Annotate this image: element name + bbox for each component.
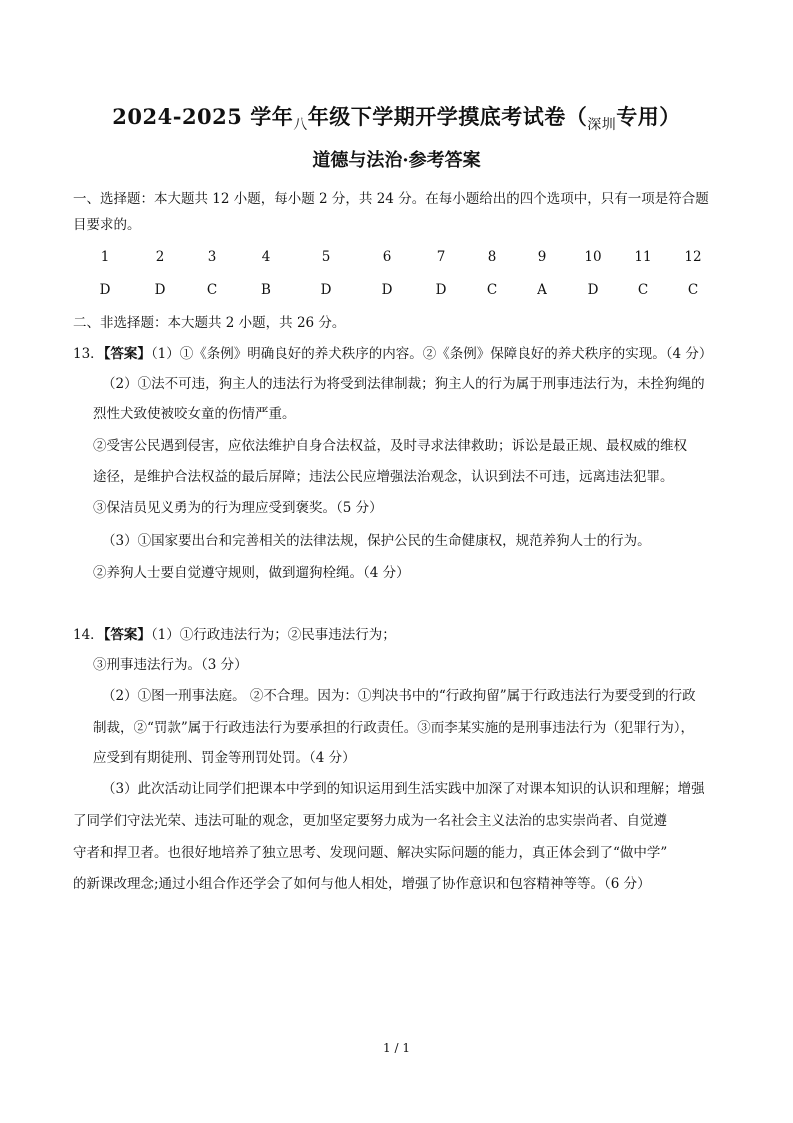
q14-part2-line2: 制裁，②“罚款”属于行政违法行为要承担的行政责任。③而李某实施的是刑事违法行为（犯罪行为）， <box>93 720 695 736</box>
question-number-cell: 7 <box>436 249 446 265</box>
exam-subtitle: 道德与法治·参考答案 <box>312 150 481 171</box>
q13-part1-text: （1）①《条例》明确良好的养犬秩序的内容。②《条例》保障良好的养犬秩序的实现。（4 分） <box>150 346 713 362</box>
question-number-cell: 4 <box>261 249 271 265</box>
q14-number: 14． <box>73 627 104 643</box>
q13-part2-line1: （2）①法不可违，狗主人的违法行为将受到法律制裁；狗主人的行为属于刑事违法行为，未拴狗绳的 <box>102 376 705 392</box>
section1-heading: 一、选择题：本大题共 12 小题，每小题 2 分，共 24 分。在每小题给出的四个选项中，只有一项是符合题 <box>73 191 709 207</box>
title-part: 专用） <box>616 104 681 129</box>
q13-part3-line2: ②养狗人士要自觉遵守规则，做到遛狗栓绳。（4 分） <box>93 565 410 581</box>
answer-cell: C <box>687 282 699 298</box>
answer-cell: D <box>587 282 599 298</box>
q13-number: 13． <box>73 346 104 362</box>
question-number-cell: 9 <box>537 249 547 265</box>
answer-tag: 【答案】 <box>103 627 151 643</box>
q14-part1 <box>73 625 396 645</box>
answer-cell: C <box>206 282 218 298</box>
answer-cell: C <box>637 282 649 298</box>
q14-part2-line1: （2）①图一刑事法庭。 ②不合理。因为：①判决书中的“行政拘留”属于行政违法行为要受到的行政 <box>102 688 696 704</box>
q13-part2-line3: ②受害公民遇到侵害，应依法维护自身合法权益，及时寻求法律救助；诉讼是最正规、最权威的维权 <box>93 438 687 454</box>
question-number-cell: 5 <box>321 249 331 265</box>
question-number-cell: 8 <box>487 249 497 265</box>
q13-part2-line4: 途径，是维护合法权益的最后屏障；违法公民应增强法治观念，认识到法不可违，远离违法犯罪。 <box>93 469 674 485</box>
exam-title <box>0 101 793 131</box>
title-grade: 八 <box>293 117 308 133</box>
question-number-cell: 11 <box>634 249 652 265</box>
question-number-cell: 2 <box>155 249 165 265</box>
question-number-row <box>0 249 793 269</box>
answer-row <box>0 282 793 302</box>
answer-cell: D <box>99 282 111 298</box>
q14-part3-line4: 的新课改理念;通过小组合作还学会了如何与他人相处，增强了协作意识和包容精神等等。（6 分） <box>73 876 651 892</box>
answer-cell: D <box>381 282 393 298</box>
question-number-cell: 12 <box>684 249 702 265</box>
answer-cell: A <box>537 282 547 298</box>
question-number-cell: 6 <box>382 249 392 265</box>
answer-cell: D <box>320 282 332 298</box>
q14-part2-line3: 应受到有期徒刑、罚金等刑罚处罚。（4 分） <box>93 750 356 766</box>
title-region: 深圳 <box>587 117 617 133</box>
page-number: 1 / 1 <box>383 1041 410 1055</box>
question-number-cell: 10 <box>584 249 602 265</box>
answer-cell: D <box>154 282 166 298</box>
q14-part1-text: （1）①行政违法行为；②民事违法行为； <box>150 627 396 643</box>
q13-part3-line1: （3）①国家要出台和完善相关的法律法规，保护公民的生命健康权，规范养狗人士的行为。 <box>102 533 651 549</box>
answer-tag: 【答案】 <box>103 346 151 362</box>
question-number-cell: 3 <box>207 249 217 265</box>
title-part: 2024-2025 学年 <box>112 104 294 129</box>
q14-part1-line2: ③刑事违法行为。（3 分） <box>93 657 248 673</box>
answer-cell: D <box>435 282 447 298</box>
title-part: 年级下学期开学摸底考试卷（ <box>307 104 588 129</box>
q13-part2-line2: 烈性犬致使被咬女童的伤情严重。 <box>93 406 296 422</box>
q14-part3-line1: （3）此次活动让同学们把课本中学到的知识运用到生活实践中加深了对课本知识的认识和理解；增强 <box>102 781 705 797</box>
answer-cell: B <box>261 282 271 298</box>
q14-part3-line3: 守者和捍卫者。也很好地培养了独立思考、发现问题、解决实际问题的能力，真正体会到了“做中学” <box>73 845 668 861</box>
answer-cell: C <box>486 282 498 298</box>
q14-part3-line2: 了同学们守法光荣、违法可耻的观念，更加坚定要努力成为一名社会主义法治的忠实崇尚者、自觉遵 <box>73 813 667 829</box>
question-number-cell: 1 <box>100 249 110 265</box>
q13-part1 <box>73 344 712 364</box>
q13-part2-line5: ③保洁员见义勇为的行为理应受到褒奖。（5 分） <box>93 500 383 516</box>
section1-heading-cont: 目要求的。 <box>73 217 141 233</box>
section2-heading: 二、非选择题：本大题共 2 小题，共 26 分。 <box>73 315 346 331</box>
